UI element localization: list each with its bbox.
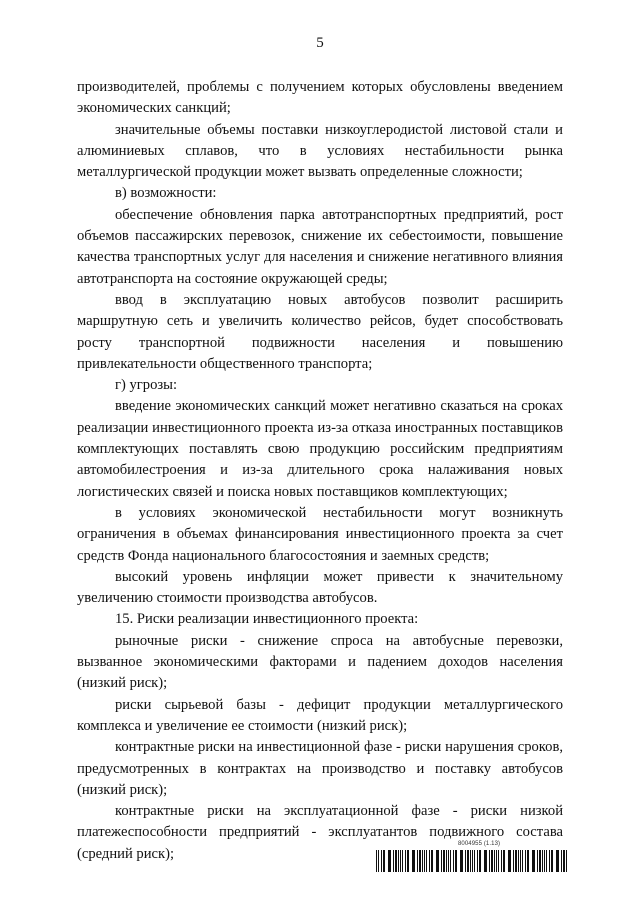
barcode-bar: [525, 850, 526, 872]
paragraph-inflation: высокий уровень инфляции может привести к значительному увеличению стоимости производства автобусов.: [77, 568, 563, 607]
barcode-bar: [393, 850, 394, 872]
barcode-bar: [400, 850, 401, 872]
barcode-bar: [441, 850, 442, 872]
barcode-bar: [453, 850, 454, 872]
barcode-bar: [474, 850, 475, 872]
barcode-bar: [448, 850, 449, 872]
barcode-bar: [542, 850, 543, 872]
paragraph-new-buses: ввод в эксплуатацию новых автобусов позволит расширить маршрутную сеть и увеличить количество рейсов, будет способствовать росту транспортной подвижности населения и повышению привлекательности общественного транспорта;: [77, 291, 563, 372]
barcode-bar: [395, 850, 397, 872]
barcode-bar: [378, 850, 379, 872]
barcode-bar: [450, 850, 451, 872]
barcode-bar: [518, 850, 519, 872]
barcode-bar: [561, 850, 562, 872]
barcode-bar: [381, 850, 382, 872]
barcode: [376, 850, 568, 872]
barcode-bar: [546, 850, 547, 872]
barcode-bar: [513, 850, 514, 872]
barcode-bar: [446, 850, 447, 872]
barcode-bar: [376, 850, 377, 872]
barcode-bar: [405, 850, 406, 872]
paragraph-opportunities-heading: в) возможности:: [115, 185, 217, 202]
barcode-bar: [470, 850, 471, 872]
barcode-bar: [412, 850, 415, 872]
barcode-bar: [539, 850, 541, 872]
barcode-bar: [443, 850, 445, 872]
page-number: 5: [316, 35, 324, 51]
barcode-bar: [520, 850, 521, 872]
barcode-bar: [424, 850, 425, 872]
paragraph-steel-supply: значительные объемы поставки низкоуглеродистой листовой стали и алюминиевых сплавов, что в условиях нестабильности рынка металлургической продукции может вызвать определенные сложности;: [77, 121, 563, 181]
barcode-bar: [455, 850, 457, 872]
barcode-bar: [515, 850, 517, 872]
barcode-bar: [527, 850, 529, 872]
barcode-bar: [494, 850, 495, 872]
paragraph-risks-heading: 15. Риски реализации инвестиционного проекта:: [115, 611, 419, 628]
barcode-bar: [491, 850, 493, 872]
barcode-bar: [426, 850, 427, 872]
barcode-bar: [417, 850, 418, 872]
barcode-bar: [522, 850, 523, 872]
paragraph-continuation: производителей, проблемы с получением которых обусловлены введением экономических санкций;: [77, 79, 563, 117]
paragraph-market-risks: рыночные риски - снижение спроса на автобусные перевозки, вызванное экономическими факторами и падением доходов населения (низкий риск);: [77, 632, 563, 692]
barcode-bar: [508, 850, 511, 872]
barcode-bar: [431, 850, 433, 872]
barcode-bar: [436, 850, 439, 872]
barcode-bar: [479, 850, 481, 872]
paragraph-operational-phase-risks: контрактные риски на эксплуатационной фазе - риски низкой платежеспособности предприятий - эксплуатантов подвижного состава (средний риск);: [77, 803, 563, 862]
barcode-bar: [419, 850, 421, 872]
document-code: 8004955 (1.13): [458, 841, 501, 847]
barcode-bar: [496, 850, 497, 872]
paragraph-sanctions: введение экономических санкций может негативно сказаться на сроках реализации инвестиционного проекта из-за отказа иностранных поставщиков комплектующих поставлять свою продукцию российским предприятиям автомобилестроения и из-за длительного срока налаживания новых логистических связей и поиска новых поставщиков комплектующих;: [77, 398, 563, 500]
paragraph-investment-phase-risks: контрактные риски на инвестиционной фазе - риски нарушения сроков, предусмотренных в контрактах на производство и поставку автобусов (низкий риск);: [77, 739, 563, 798]
barcode-bar: [383, 850, 385, 872]
barcode-bar: [407, 850, 409, 872]
barcode-bar: [566, 850, 567, 872]
barcode-bar: [489, 850, 490, 872]
paragraph-threats-heading: г) угрозы:: [115, 377, 177, 394]
barcode-bar: [388, 850, 391, 872]
paragraph-fleet-renewal: обеспечение обновления парка автотранспортных предприятий, рост объемов пассажирских перевозок, снижение их себестоимости, повышение качества транспортных услуг для населения и снижение негативного влияния автотранспорта на состояние окружающей среды;: [77, 206, 563, 287]
barcode-bar: [563, 850, 565, 872]
paragraph-instability: в условиях экономической нестабильности могут возникнуть ограничения в объемах финансирования инвестиционного проекта за счет средств Фонда национального благосостояния и заемных средств;: [77, 504, 563, 564]
barcode-bar: [398, 850, 399, 872]
barcode-bar: [465, 850, 466, 872]
barcode-bar: [484, 850, 487, 872]
barcode-bar: [460, 850, 463, 872]
barcode-bar: [498, 850, 499, 872]
barcode-bar: [544, 850, 545, 872]
barcode-bar: [467, 850, 469, 872]
paragraph-raw-material-risks: риски сырьевой базы - дефицит продукции металлургического комплекса и увеличение ее стоимости (низкий риск);: [77, 696, 563, 734]
barcode-bar: [429, 850, 430, 872]
barcode-bar: [472, 850, 473, 872]
barcode-bar: [537, 850, 538, 872]
barcode-bar: [402, 850, 403, 872]
barcode-bar: [422, 850, 423, 872]
barcode-bar: [477, 850, 478, 872]
barcode-bar: [532, 850, 535, 872]
barcode-bar: [549, 850, 550, 872]
barcode-bar: [501, 850, 502, 872]
barcode-bar: [556, 850, 559, 872]
barcode-bar: [503, 850, 505, 872]
document-body: [77, 77, 563, 865]
barcode-bar: [551, 850, 553, 872]
